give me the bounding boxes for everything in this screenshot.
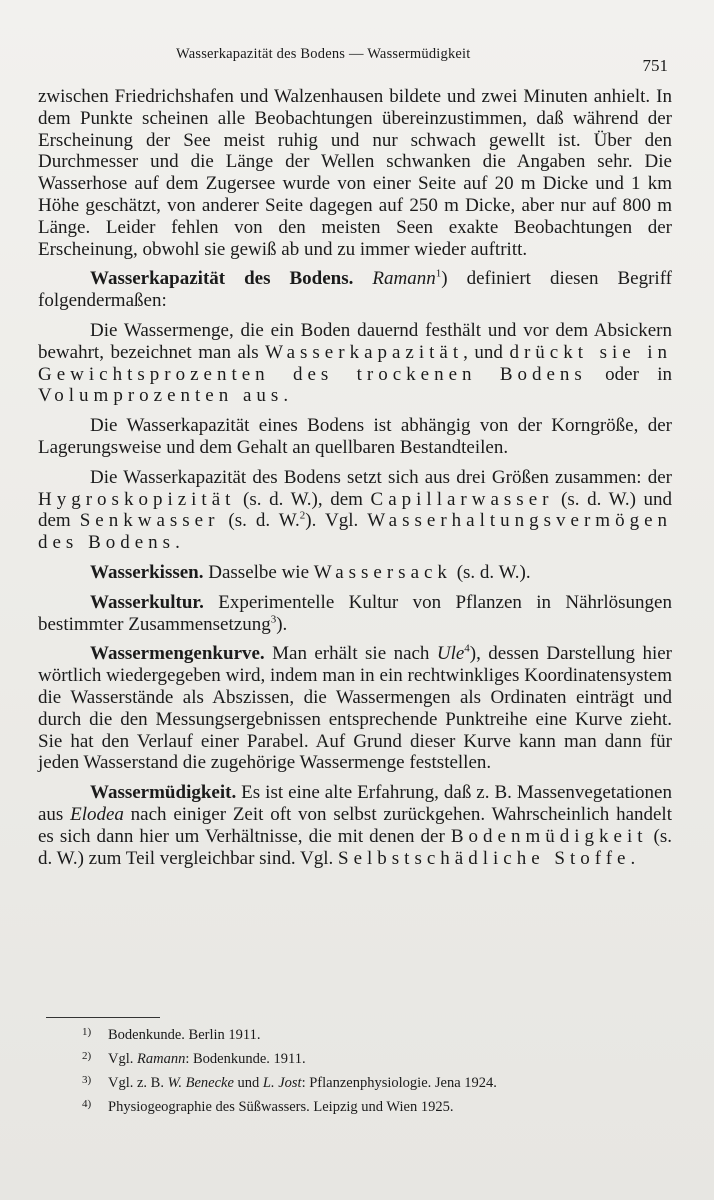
spaced-term: Wassersack: [313, 561, 452, 583]
author-name: Ramann: [137, 1051, 186, 1067]
text-run: (s. d. W.), dem: [235, 488, 371, 510]
entry-heading: Wasserkultur.: [90, 591, 204, 613]
spaced-term: drückt sie in Gewichtsprozenten des trockenen Bodens: [38, 341, 672, 385]
spaced-term: Wasserhaltungsvermögen des Bodens: [38, 510, 672, 554]
text-run: (s. d. W.) zum Teil vergleichbar sind. Vgl.: [38, 825, 672, 869]
footnotes: [82, 1022, 672, 1118]
footnote-ref: 3: [270, 613, 277, 626]
footnote-text: Vgl. z. B.: [108, 1075, 168, 1091]
entry-heading: Wasserkapazität des Bodens.: [90, 268, 354, 290]
footnote-mark: 1): [82, 1026, 92, 1038]
footnote-mark: 3): [82, 1074, 92, 1086]
text-run: Es ist eine alte Erfahrung, daß z. B. Massenvegetationen aus: [38, 782, 672, 825]
genus-name: Elodea: [70, 803, 124, 825]
text-run: Man erhält sie nach: [264, 643, 437, 665]
author-name: Ule: [436, 643, 465, 665]
author-name: Ramann: [372, 268, 436, 290]
spaced-term: Bodenmüdigkeit: [450, 825, 648, 847]
entry-wasserkapazitaet: [38, 268, 672, 312]
footnote-text: : Bodenkunde. 1911.: [185, 1051, 306, 1067]
entry-wasserkultur: [38, 592, 672, 636]
spaced-term: Senkwasser: [79, 510, 220, 532]
text-run: (s. d. W.) und dem: [38, 488, 672, 532]
entry-heading: Wassermüdigkeit.: [90, 782, 237, 804]
spaced-term: Wasserkapazität: [265, 341, 464, 363]
entry-wasserkissen: [38, 562, 672, 584]
footnote-mark: 4): [82, 1098, 92, 1110]
author-name: L. Jost: [262, 1075, 302, 1091]
paragraph-definition: [38, 320, 672, 407]
body-text: [38, 86, 672, 877]
footnote-text: : Pflanzenphysiologie. Jena 1924.: [301, 1075, 497, 1091]
footnote-3: [82, 1070, 672, 1094]
footnote-1: [82, 1022, 672, 1046]
paragraph-abhaengigkeit: Die Wasserkapazität eines Bodens ist abhängig von der Korngröße, der Lagerungsweise und dem Gehalt an quellbaren Bestandteilen.: [38, 415, 672, 458]
text-run: ), dessen Darstellung hier wörtlich wiedergegeben wird, indem man in ein rechtwinkliges Koordinatensystem die Wasserstände als Abszissen, die Wassermengen als Ordinaten einträgt und durch die den Messungsergebnissen entsprechende Punktreihe eine Kurve zieht. Sie hat den Verlauf einer Parabel. Auf Grund dieser Kurve kann man dann für jeden Wasserstand die zugehörige Wassermenge feststellen.: [38, 643, 672, 774]
footnote-text: und: [233, 1075, 263, 1091]
entry-heading: Wasserkissen.: [90, 561, 204, 583]
text-run: .: [175, 532, 180, 554]
entry-wassermuedigkeit: [38, 782, 672, 869]
footnote-text: Bodenkunde. Berlin 1911.: [108, 1027, 261, 1043]
entry-wassermengenkurve: [38, 643, 672, 774]
footnote-mark: 2): [82, 1050, 92, 1062]
footnote-text: Physiogeographie des Süßwassers. Leipzig und Wien 1925.: [108, 1099, 454, 1115]
footnote-ref: 4: [464, 643, 470, 655]
text-run: ).: [276, 613, 288, 635]
text-run: Die Wassermenge, die ein Boden dauernd festhält und vor dem Absickern bewahrt, bezeichnet man als: [38, 319, 672, 363]
text-run: nach einiger Zeit oft von selbst zurückgehen. Wahrscheinlich handelt es sich dann hier um Verhältnisse, die mit denen der: [38, 803, 672, 847]
footnote-2: [82, 1046, 672, 1070]
spaced-term: Hygroskopizität: [38, 488, 236, 510]
text-run: (s. d. W.: [219, 510, 300, 532]
author-name: W. Benecke: [167, 1075, 234, 1091]
text-run: ). Vgl.: [305, 510, 368, 532]
spaced-term: Volumprozenten aus: [38, 385, 284, 407]
entry-heading: Wassermengenkurve.: [90, 643, 265, 665]
entry-text: ) definiert diesen Begriff folgendermaßen:: [38, 268, 673, 312]
text-run: oder in: [586, 363, 672, 385]
text-run: .: [283, 385, 289, 407]
text-run: Dasselbe wie: [203, 561, 314, 583]
paragraph-wasserhose-continuation: zwischen Friedrichshafen und Walzenhausen bildete und zwei Minuten anhielt. In dem Punkte scheinen alle Beobachtungen übereinzustimmen, daß während der Erscheinung der See meist ruhig und nur schwach gewellt ist. Über den Durchmesser und die Länge der Wellen schwanken die Angaben sehr. Die Wasserhose auf dem Zugersee wurde von einer Seite auf 20 m Dicke und 1 km Höhe geschätzt, von anderer Seite dagegen auf 250 m Dicke, aber nur auf 800 m Länge. Leider fehlen von den meisten Seen exakte Beobachtungen der Erscheinung, obwohl sie gewiß ab und zu immer wieder auftritt.: [38, 86, 672, 260]
spaced-term: Selbstschädliche Stoffe: [338, 847, 631, 869]
footnote-ref: 2: [299, 510, 306, 523]
footnote-4: [82, 1094, 672, 1118]
text-run: Die Wasserkapazität des Bodens setzt sich aus drei Größen zusammen: der: [90, 466, 672, 488]
page-number: 751: [642, 56, 668, 75]
text-run: .: [630, 847, 636, 869]
footnote-divider: [46, 1017, 160, 1018]
footnote-text: Vgl.: [108, 1051, 137, 1067]
spaced-term: Capillarwasser: [370, 488, 554, 510]
text-run: (s. d. W.).: [451, 561, 531, 583]
paragraph-zusammensetzung: [38, 467, 672, 554]
text-run: , und: [463, 341, 510, 363]
text-run: Experimentelle Kultur von Pflanzen in Nährlösungen bestimmter Zusammensetzung: [38, 591, 672, 635]
footnote-ref: 1: [435, 268, 442, 281]
running-title: Wasserkapazität des Bodens — Wassermüdigkeit: [176, 46, 471, 62]
